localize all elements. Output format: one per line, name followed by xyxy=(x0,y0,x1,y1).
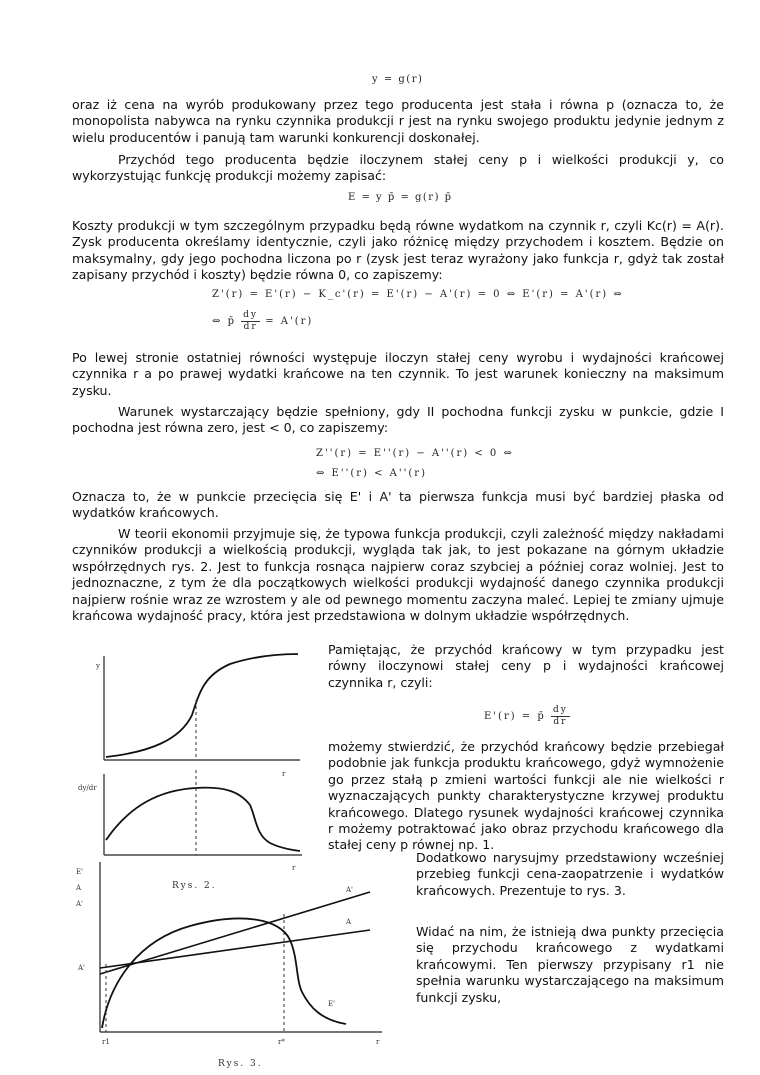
paragraph-11: Widać na nim, że istnieją dwa punkty przecięcia się przychodu krańcowego z wydatkami krańcowymi. Ten pierwszy przypisany r1 nie spełnia warunku wystarczającego na maksimum funkcji zysku, xyxy=(416,924,724,1005)
fig3-line-upper-label: A' xyxy=(346,886,353,894)
derivative-fraction: $\frac{dy}{dr}$ xyxy=(552,705,568,727)
fig2-top-xlabel: r xyxy=(282,770,286,778)
supply-price-line xyxy=(100,930,370,968)
fig3-line-lower-label: A xyxy=(346,918,352,926)
production-curve xyxy=(106,654,298,757)
paragraph-9: możemy stwierdzić, że przychód krańcowy będzie przebiegał podobnie jak funkcja produktu krańcowego, gdyż wymnożenie go przez stałą p zmieni wartości funkcji ale nie wielkości r wyznaczających punkty charakterystyczne krzywej produktu krańcowego. Dlatego rysunek wydajności krańcowej czynnika r możemy potraktować jako obraz przychodu krańcowego dla stałej ceny p równej np. 1. xyxy=(328,739,724,853)
marginal-product-curve xyxy=(106,788,300,851)
equation-sufficient-condition: ⇔ E''(r) < A''(r) xyxy=(316,468,427,479)
equation-rhs: = A'(r) xyxy=(265,316,314,327)
equation-marginal-condition xyxy=(212,310,313,333)
fig3-ylabel-b: A' xyxy=(76,900,83,908)
equation-lhs: E'(r) = p̄ xyxy=(484,711,546,722)
fig3-curve-label: E' xyxy=(328,1000,336,1008)
paragraph-1: oraz iż cena na wyrób produkowany przez tego producenta jest stała i równa p (oznacza to, że monopolista nabywca na rynku czynnika produkcji r jest na rynku swojego produktu jedynie jednym z wielu producentów i panują tam warunki konkurencji doskonałej. xyxy=(72,97,724,145)
paragraph-4: Po lewej stronie ostatniej równości występuje iloczyn stałej ceny wyrobu i wydajności krańcowej czynnika r a po prawej wydatki krańcowe na ten czynnik. To jest warunek konieczny na maksimum zysku. xyxy=(72,350,724,398)
fig3-ylabel-top: E' xyxy=(76,868,84,876)
fig3-x-r1: r1 xyxy=(102,1038,110,1046)
fig3-x-r: r xyxy=(376,1038,380,1046)
fig2-top-production-chart xyxy=(95,654,300,778)
paragraph-3: Koszty produkcji w tym szczególnym przypadku będą równe wydatkom na czynnik r, czyli Kc(r) = A(r). Zysk producenta określamy identycznie, czyli jako różnicę między przychodem i kosztem. Będzie on maksymalny, gdy jego pochodna liczona po r (zysk jest teraz wyrażony jako funkcja r, gdyż tak został zapisany przychód i koszty) będzie równa 0, co zapiszemy: xyxy=(72,218,724,283)
fig3-chart xyxy=(75,862,382,1069)
equation-production-function: y = g(r) xyxy=(372,74,424,85)
paragraph-2: Przychód tego producenta będzie iloczynem stałej ceny p i wielkości produkcji y, co wykorzystując funkcję produkcji możemy zapisać: xyxy=(72,152,724,184)
paragraph-6: Oznacza to, że w punkcie przecięcia się E' i A' ta pierwsza funkcja musi być bardziej płaska od wydatków krańcowych. xyxy=(72,489,724,521)
fig2-bottom-ylabel: dy/dr xyxy=(78,784,97,792)
fig3-ylabel-a: A xyxy=(76,884,82,892)
derivative-fraction: $\frac{dy}{dr}$ xyxy=(243,310,259,332)
equation-profit-derivative: Z'(r) = E'(r) − K_c'(r) = E'(r) − A'(r) = 0 ⇔ E'(r) = A'(r) ⇔ xyxy=(212,289,624,300)
equation-second-derivative: Z''(r) = E''(r) − A''(r) < 0 ⇔ xyxy=(316,448,514,459)
equation-marginal-revenue xyxy=(484,705,570,728)
figures-illustration xyxy=(70,640,400,1070)
paragraph-5: Warunek wystarczający będzie spełniony, gdy II pochodna funkcji zysku w punkcie, gdzie I pochodna jest równa zero, jest < 0, co zapiszemy: xyxy=(72,404,724,436)
price-symbol: p̄ xyxy=(227,316,236,327)
equivalence-symbol: ⇔ xyxy=(212,316,223,327)
fig2-bottom-xlabel: r xyxy=(292,864,296,872)
marginal-revenue-curve xyxy=(102,918,346,1028)
paragraph-10: Dodatkowo narysujmy przedstawiony wcześniej przebieg funkcji cena-zaopatrzenie i wydatków krańcowych. Prezentuje to rys. 3. xyxy=(416,850,724,898)
fig2-caption: Rys. 2. xyxy=(172,881,217,891)
fig3-caption: Rys. 3. xyxy=(218,1059,263,1069)
paragraph-8: Pamiętając, że przychód krańcowy w tym przypadku jest równy iloczynowi stałej ceny p i wydajności krańcowej czynnika r, czyli: xyxy=(328,642,724,690)
fig3-ylabel-c: A' xyxy=(78,964,85,972)
fig2-top-ylabel: y xyxy=(96,662,100,670)
paragraph-7: W teorii ekonomii przyjmuje się, że typowa funkcja produkcji, czyli zależność między nakładami czynników produkcji a wielkością produkcji, wygląda tak jak, to jest pokazane na górnym układzie współrzędnych rys. 2. Jest to funkcja rosnąca najpierw coraz szybciej a później coraz wolniej. Jest to jednoznaczne, z tym że dla początkowych wielkości produkcji wydajność danego czynnika produkcji najpierw rośnie wraz ze wzrostem y ale od pewnego momentu zaczyna maleć. Lepiej te zmiany ujmuje krańcowa wydajność pracy, która jest przedstawiona w dolnym układzie współrzędnych. xyxy=(72,526,724,624)
fig3-x-rstar: r* xyxy=(278,1038,285,1046)
equation-revenue: E = y p̄ = g(r) p̄ xyxy=(348,192,453,203)
fig2-bottom-marginal-chart xyxy=(78,770,302,891)
